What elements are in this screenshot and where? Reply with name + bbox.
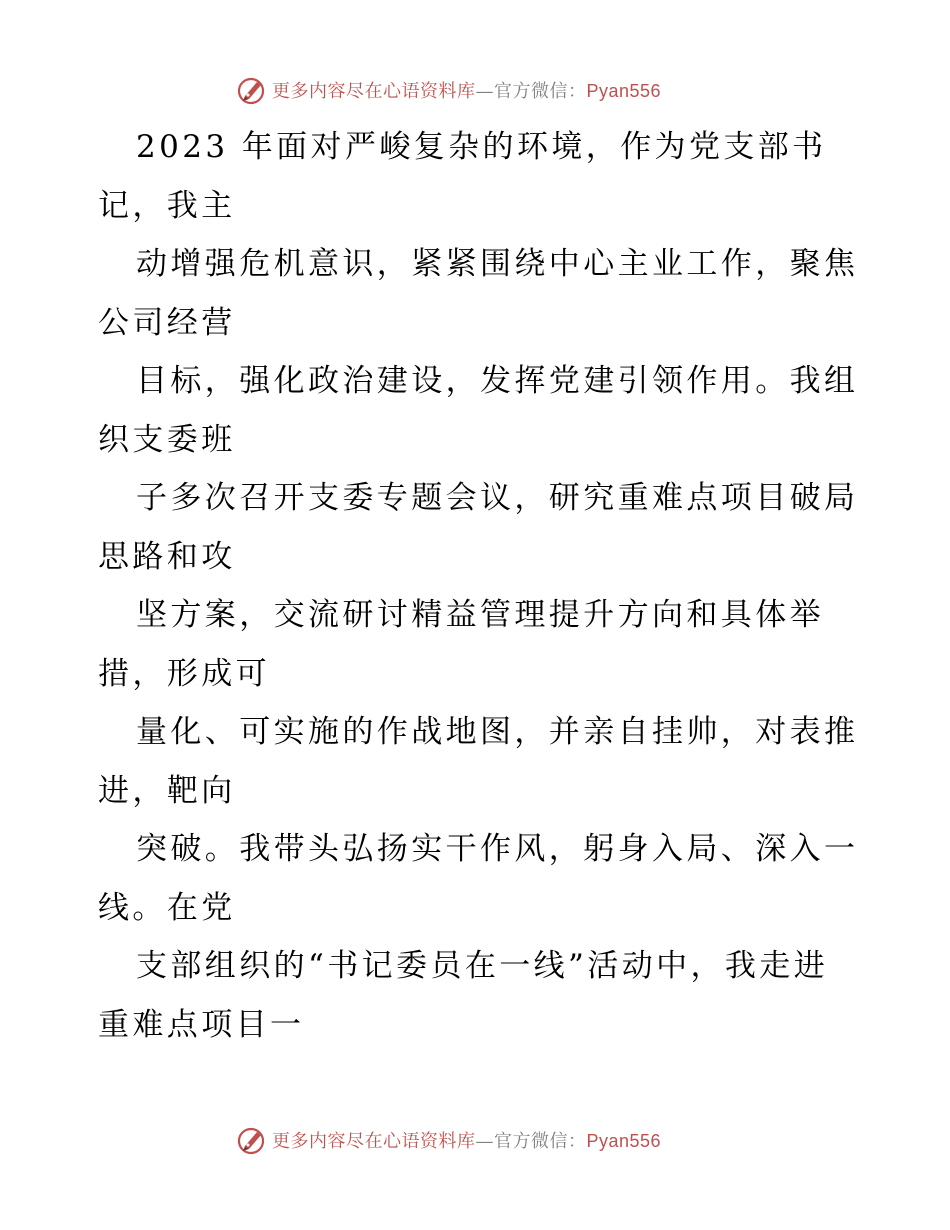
body-line: 重难点项目一 bbox=[98, 1006, 305, 1043]
body-line: 思路和攻 bbox=[98, 538, 236, 575]
body-line: 进，靶向 bbox=[98, 772, 236, 809]
pen-logo-icon bbox=[236, 74, 268, 106]
watermark-dash: — bbox=[475, 1131, 494, 1152]
body-line: 子多次召开支委专题会议，研究重难点项目破局 bbox=[136, 480, 859, 516]
body-line: 织支委班 bbox=[98, 421, 236, 458]
body-line: 量化、可实施的作战地图，并亲自挂帅，对表推 bbox=[136, 714, 859, 750]
body-line: 线。在党 bbox=[98, 889, 236, 926]
footer-watermark bbox=[236, 1122, 716, 1158]
body-line: 记，我主 bbox=[98, 187, 236, 224]
watermark-contact-label: 官方微信： bbox=[494, 81, 587, 102]
watermark-wechat-id: Pyan556 bbox=[586, 81, 662, 101]
watermark-text bbox=[272, 1127, 661, 1153]
body-line: 坚方案，交流研讨精益管理提升方向和具体举 bbox=[136, 597, 824, 633]
header-watermark bbox=[236, 72, 716, 108]
watermark-dash: — bbox=[475, 81, 494, 102]
body-line: 突破。我带头弘扬实干作风，躬身入局、深入一 bbox=[136, 831, 859, 867]
watermark-text bbox=[272, 77, 661, 103]
body-line: 措，形成可 bbox=[98, 655, 270, 692]
watermark-wechat-id: Pyan556 bbox=[586, 1131, 662, 1151]
document-body bbox=[98, 118, 858, 1054]
pen-logo-icon bbox=[236, 1124, 268, 1156]
watermark-contact-label: 官方微信： bbox=[494, 1131, 587, 1152]
body-line: 目标，强化政治建设，发挥党建引领作用。我组 bbox=[136, 363, 859, 399]
body-line: 动增强危机意识，紧紧围绕中心主业工作，聚焦 bbox=[136, 246, 859, 282]
body-line: 公司经营 bbox=[98, 304, 236, 341]
body-line: 支部组织的“书记委员在一线”活动中，我走进 bbox=[136, 948, 829, 984]
watermark-brand: 更多内容尽在心语资料库 bbox=[272, 1131, 476, 1152]
watermark-brand: 更多内容尽在心语资料库 bbox=[272, 81, 476, 102]
body-line: 2023 年面对严峻复杂的环境，作为党支部书 bbox=[136, 129, 827, 165]
